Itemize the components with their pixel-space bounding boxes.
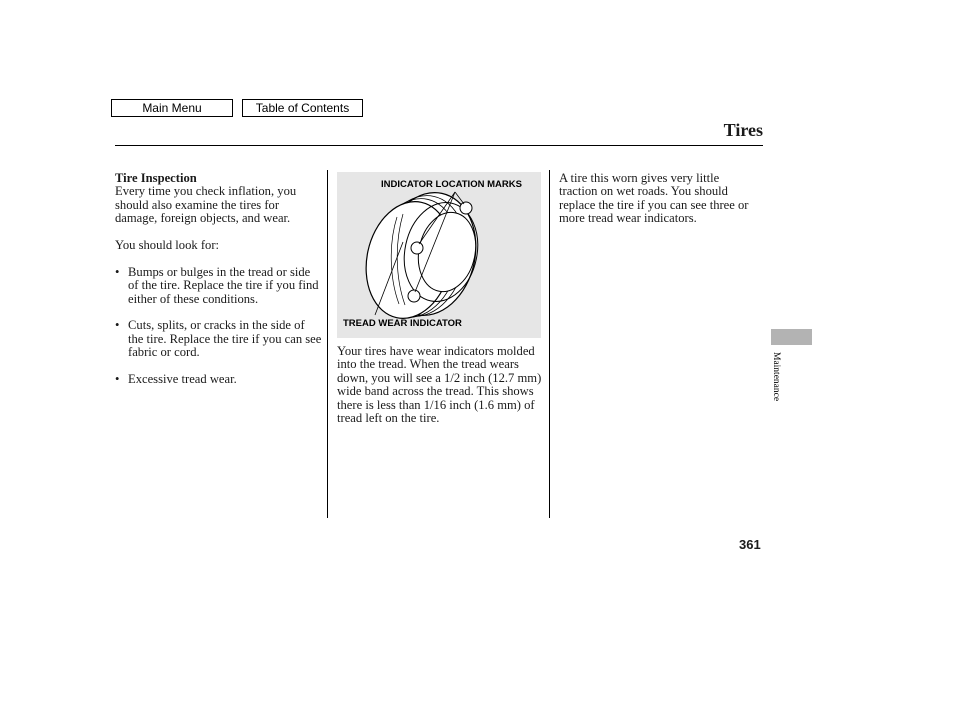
list-item-text: Cuts, splits, or cracks in the side of the tire. Replace the tire if you can see fabric or cord. — [128, 318, 322, 360]
section-heading: Tire Inspection — [115, 171, 197, 185]
column-tire-inspection — [115, 172, 323, 386]
section-tab-label: Maintenance — [771, 352, 781, 402]
bullet-icon: • — [115, 318, 120, 333]
page-title: Tires — [723, 120, 763, 140]
bullet-icon: • — [115, 264, 120, 279]
main-menu-button[interactable]: Main Menu — [111, 99, 233, 117]
column-divider-1 — [327, 170, 328, 518]
list-item — [115, 266, 323, 306]
column-wear-indicators — [337, 345, 543, 425]
header-rule — [115, 145, 763, 146]
list-item-text: Bumps or bulges in the tread or side of the tire. Replace the tire if you find either of these conditions. — [128, 264, 319, 306]
page-number: 361 — [739, 537, 761, 552]
column-replacement — [559, 172, 759, 226]
list-item — [115, 319, 323, 359]
column-divider-2 — [549, 170, 550, 518]
wear-indicator-paragraph: Your tires have wear indicators molded into the tread. When the tread wears down, you will see a 1/2 inch (12.7 mm) wide band across the tread. This shows there is less than 1/16 inch (1.6 mm) of tread left on the tire. — [337, 344, 542, 426]
replacement-paragraph: A tire this worn gives very little traction on wet roads. You should replace the tire if you can see three or more tread wear indicators. — [559, 171, 749, 226]
list-item — [115, 373, 323, 386]
indicator-location-marks-label: INDICATOR LOCATION MARKS — [381, 179, 522, 190]
intro-paragraph: Every time you check inflation, you should also examine the tires for damage, foreign objects, and wear. — [115, 184, 297, 226]
table-of-contents-button[interactable]: Table of Contents — [242, 99, 363, 117]
bullet-icon: • — [115, 372, 120, 387]
tire-illustration — [337, 172, 541, 338]
tread-wear-indicator-label: TREAD WEAR INDICATOR — [343, 318, 462, 329]
section-tab — [771, 329, 812, 345]
look-for-paragraph: You should look for: — [115, 238, 220, 253]
tire-drawing — [337, 172, 541, 338]
list-item-text: Excessive tread wear. — [128, 372, 237, 387]
